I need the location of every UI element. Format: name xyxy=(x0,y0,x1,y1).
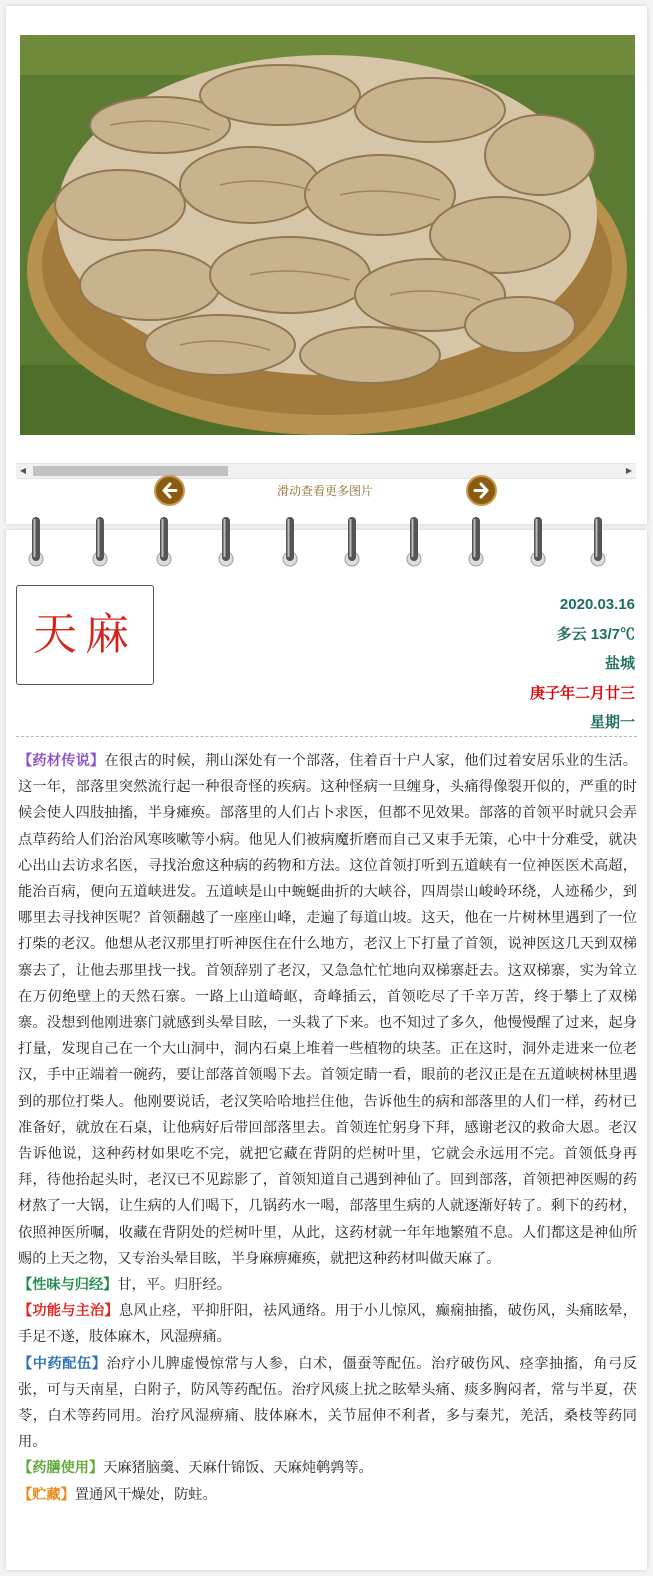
section-function xyxy=(18,1298,637,1350)
solar-date: 2020.03.16 xyxy=(559,596,635,613)
binder-ring-icon xyxy=(528,515,548,573)
binder-ring-icon xyxy=(216,515,236,573)
lunar-date: 庚子年二月廿三 xyxy=(529,684,635,702)
date-info xyxy=(530,590,635,738)
section-compatibility xyxy=(18,1351,637,1456)
section-text: 天麻猪脑羹、天麻什锦饭、天麻炖鹌鹑等。 xyxy=(103,1460,373,1477)
arrow-right-icon xyxy=(473,482,490,499)
gallery-card xyxy=(6,6,647,524)
binder-ring-icon xyxy=(280,515,300,573)
seal-stamp xyxy=(16,585,154,685)
binder-ring-icon xyxy=(26,515,46,573)
binder-ring-icon xyxy=(154,515,174,573)
section-label: 【中药配伍】 xyxy=(18,1355,107,1372)
seal-text: 天麻 xyxy=(33,609,137,660)
dried-gastrodia-basket-image xyxy=(20,35,635,435)
gastrodia-photo xyxy=(20,35,635,435)
section-diet xyxy=(18,1455,637,1481)
gallery-scrollbar[interactable] xyxy=(16,463,636,479)
scroll-right-arrow-icon[interactable]: ▶ xyxy=(625,466,633,475)
binder-rings xyxy=(0,515,653,575)
arrow-left-icon xyxy=(161,482,178,499)
binder-ring-icon xyxy=(466,515,486,573)
section-legend xyxy=(18,748,637,1272)
section-label: 【药膳使用】 xyxy=(18,1460,104,1477)
binder-ring-icon xyxy=(588,515,608,573)
prev-image-button[interactable] xyxy=(154,475,185,506)
section-nature xyxy=(18,1272,637,1298)
section-label: 【贮藏】 xyxy=(18,1486,75,1503)
section-text: 息风止痉，平抑肝阳，祛风通络。用于小儿惊风，癫痫抽搐，破伤风，头痛眩晕，手足不遂，肢体麻木，风湿痹痛。 xyxy=(18,1303,637,1346)
divider xyxy=(16,736,637,737)
next-image-button[interactable] xyxy=(466,475,497,506)
article-body xyxy=(18,748,637,1508)
weekday: 星期一 xyxy=(589,714,635,731)
scroll-left-arrow-icon[interactable]: ◀ xyxy=(19,466,27,475)
gallery-hint-text: 滑动查看更多图片 xyxy=(276,484,373,498)
binder-ring-icon xyxy=(90,515,110,573)
section-label: 【药材传说】 xyxy=(18,753,105,769)
weather: 多云 13/7℃ xyxy=(556,625,635,643)
section-text: 甘，平。归肝经。 xyxy=(117,1277,231,1294)
section-label: 【性味与归经】 xyxy=(18,1277,118,1294)
binder-ring-icon xyxy=(404,515,424,573)
section-text: 置通风干燥处，防蛀。 xyxy=(74,1486,217,1503)
section-text: 治疗小儿脾虚慢惊常与人参，白术，僵蚕等配伍。治疗破伤风、痉挛抽搐，角弓反张，可与天南星，白附子，防风等药配伍。治疗风痰上扰之眩晕头痛、痰多胸闷者，常与半夏，茯苓，白术等药同用。治疗风湿痹痛、肢体麻木，关节屈伸不利者，多与秦艽，羌活，桑枝等药同用。 xyxy=(18,1355,637,1451)
binder-ring-icon xyxy=(342,515,362,573)
city: 盐城 xyxy=(604,655,635,672)
section-text: 在很古的时候，荆山深处有一个部落，住着百十户人家，他们过着安居乐业的生活。这一年，部落里突然流行起一种很奇怪的疾病。这种怪病一旦缠身，头痛得像裂开似的，严重的时候会使人四肢抽搐，半身瘫痪。部落里的人们占卜求医，但都不见效果。部落的首领平时就只会弄点草药给人们治治风寒咳嗽等小病。他见人们被病魔折磨而自己又束手无策，心中十分难受，就决心出山去访求名医，寻找治愈这种病的药物和方法。这位首领打听到五道峡有一位神医医术高超，能治百病，便向五道峡进发。五道峡是山中蜿蜒曲折的大峡谷，四周崇山峻岭环绕，人迹稀少，到哪里去寻找神医呢？首领翻越了一座座山峰，走遍了每道山坡。这天，他在一片树林里遇到了一位打柴的老汉。他想从老汉那里打听神医住在什么地方，老汉上下打量了首领，说神医这几天到双梯寨去了，让他去那里找一找。首领辞别了老汉，又急急忙忙地向双梯寨赶去。这双梯寨，实为耸立在万仞绝壁上的天然石寨。一路上山道崎岖，奇峰插云，首领吃尽了千辛万苦，终于攀上了双梯寨。没想到他刚进寨门就感到头晕目眩，一头栽了下来。也不知过了多久，他慢慢醒了过来，起身打量，发现自己在一个大山洞中，洞内石桌上堆着一些植物的块茎。正在这时，洞外走进来一位老汉，手中正端着一碗药，要让部落首领喝下去。首领定睛一看，眼前的老汉正是在五道峡树林里遇到的那位打柴人。他刚要说话，老汉笑哈哈地拦住他，告诉他生的病和部落里的人们一样，药材已准备好，就放在石桌，让他病好后带回部落里去。首领连忙躬身下拜，感谢老汉的救命大恩。老汉告诉他说，这种药材如果吃不完，就把它藏在背阴的烂树叶里，它就会永远用不完。首领低身再拜，待他抬起头时，老汉已不见踪影了，首领知道自己遇到神仙了。回到部落，首领把神医赐的药材熬了一大锅，让生病的人们喝下，几锅药水一喝，部落里生病的人就逐渐好转了。剩下的药材，依照神医所嘱，收藏在背阴处的烂树叶里，从此，这药材就一年年地繁殖不息。人们都这是神仙所赐的上天之物，又专治头晕目眩，半身麻痹瘫痪，就把这种药材叫做天麻了。 xyxy=(18,753,637,1267)
calendar-card xyxy=(6,530,647,1570)
scrollbar-thumb[interactable] xyxy=(33,466,228,476)
section-storage xyxy=(18,1482,637,1508)
section-label: 【功能与主治】 xyxy=(18,1303,119,1320)
